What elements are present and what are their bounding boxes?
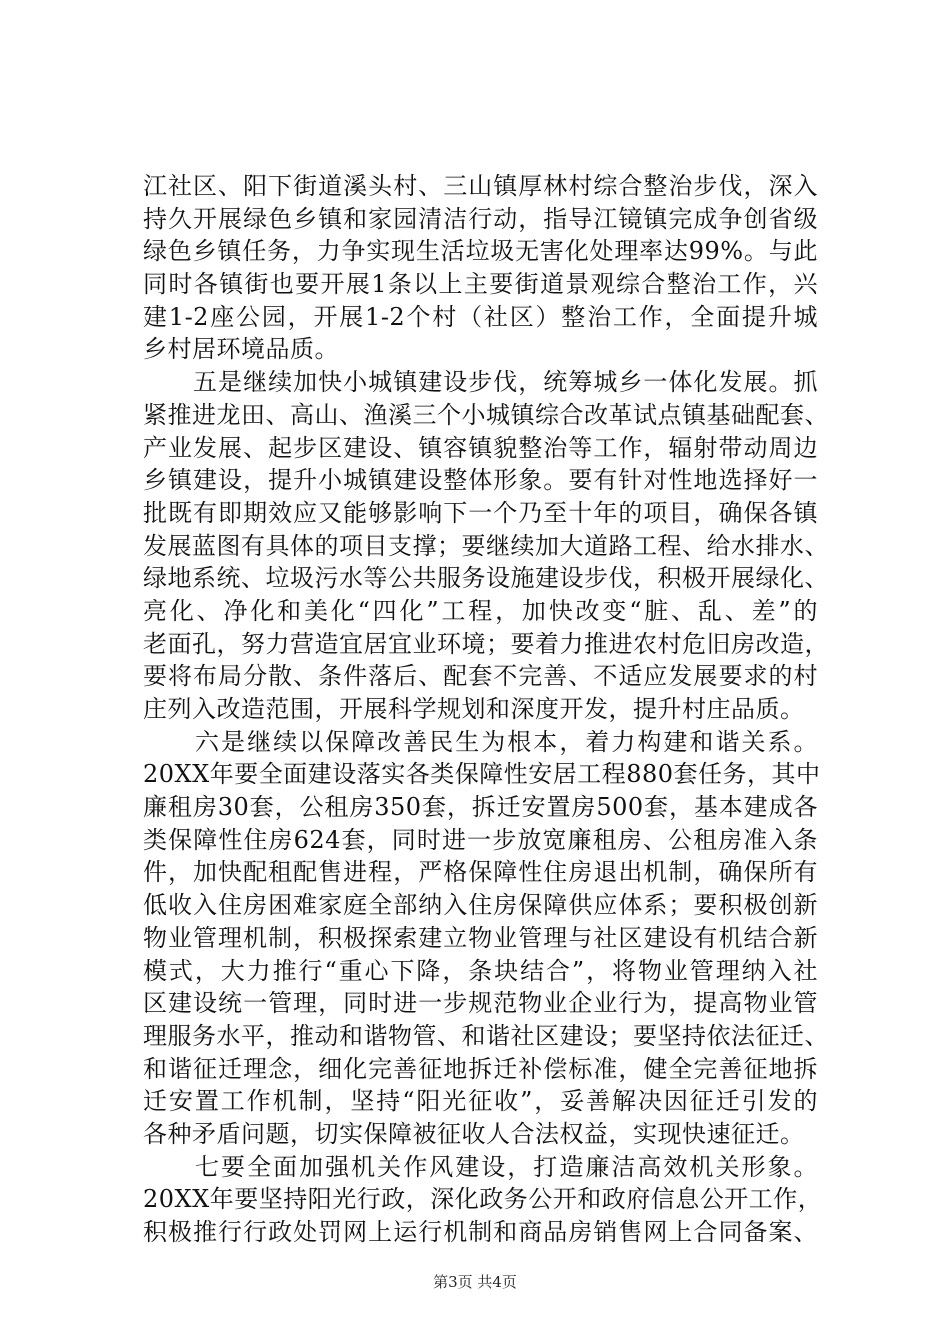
text-line: 乡镇建设，提升小城镇建设整体形象。要有针对性地选择好一 <box>143 466 818 495</box>
text-line: 亮化、净化和美化“四化”工程，加快改变“脏、乱、差”的 <box>143 596 818 625</box>
text-line: 件，加快配租配售进程，严格保障性住房退出机制，确保所有 <box>143 858 818 887</box>
text-line: 区建设统一管理，同时进一步规范物业企业行为，提高物业管 <box>143 989 818 1018</box>
text-line: 迁安置工作机制，坚持“阳光征收”，妥善解决因征迁引发的 <box>143 1087 818 1116</box>
text-line: 建1-2座公园，开展1-2个村（社区）整治工作，全面提升城 <box>143 302 818 331</box>
text-line: 江社区、阳下街道溪头村、三山镇厚林村综合整治步伐，深入 <box>143 172 818 200</box>
text-line: 批既有即期效应又能够影响下一个乃至十年的项目，确保各镇 <box>143 498 818 527</box>
text-line: 紧推进龙田、高山、渔溪三个小城镇综合改革试点镇基础配套、 <box>143 400 829 429</box>
document-body <box>143 170 829 1249</box>
text-line: 老面孔，努力营造宜居宜业环境；要着力推进农村危旧房改造， <box>143 629 829 658</box>
text-line: 六是继续以保障改善民生为根本，着力构建和谐关系。 <box>143 727 818 756</box>
text-line: 和谐征迁理念，细化完善征地拆迁补偿标准，健全完善征地拆 <box>143 1054 818 1083</box>
page-footer: 第3页 共4页 <box>433 1273 517 1291</box>
text-line: 要将布局分散、条件落后、配套不完善、不适应发展要求的村 <box>143 662 818 691</box>
text-line: 庄列入改造范围，开展科学规划和深度开发，提升村庄品质。 <box>143 695 805 723</box>
text-line: 积极推行行政处罚网上运行机制和商品房销售网上合同备案、 <box>143 1218 818 1246</box>
text-line: 理服务水平，推动和谐物管、和谐社区建设；要坚持依法征迁、 <box>143 1021 829 1050</box>
text-line: 同时各镇街也要开展1条以上主要街道景观综合整治工作，兴 <box>143 270 818 299</box>
text-line: 持久开展绿色乡镇和家园清洁行动，指导江镜镇完成争创省级 <box>143 204 818 233</box>
text-line: 廉租房30套，公租房350套，拆迁安置房500套，基本建成各 <box>143 793 818 822</box>
text-line: 各种矛盾问题，切实保障被征收人合法权益，实现快速征迁。 <box>143 1119 805 1148</box>
text-line: 五是继续加快小城镇建设步伐，统筹城乡一体化发展。抓 <box>143 368 818 397</box>
text-line: 绿色乡镇任务，力争实现生活垃圾无害化处理率达99%。与此 <box>143 237 818 266</box>
text-line: 模式，大力推行“重心下降，条块结合”，将物业管理纳入社 <box>143 956 818 985</box>
text-line: 20XX年要全面建设落实各类保障性安居工程880套任务，其中 <box>143 760 821 789</box>
text-line: 乡村居环境品质。 <box>143 335 339 364</box>
text-line: 发展蓝图有具体的项目支撑；要继续加大道路工程、给水排水、 <box>143 531 829 560</box>
text-line: 类保障性住房624套，同时进一步放宽廉租房、公租房准入条 <box>143 825 818 854</box>
text-line: 绿地系统、垃圾污水等公共服务设施建设步伐，积极开展绿化、 <box>143 564 829 593</box>
text-line: 产业发展、起步区建设、镇容镇貌整治等工作，辐射带动周边 <box>143 433 818 462</box>
text-line: 低收入住房困难家庭全部纳入住房保障供应体系；要积极创新 <box>143 891 818 920</box>
text-line: 20XX年要坚持阳光行政，深化政务公开和政府信息公开工作， <box>143 1185 823 1214</box>
text-line: 七要全面加强机关作风建设，打造廉洁高效机关形象。 <box>143 1152 818 1181</box>
text-line: 物业管理机制，积极探索建立物业管理与社区建设有机结合新 <box>143 923 818 952</box>
